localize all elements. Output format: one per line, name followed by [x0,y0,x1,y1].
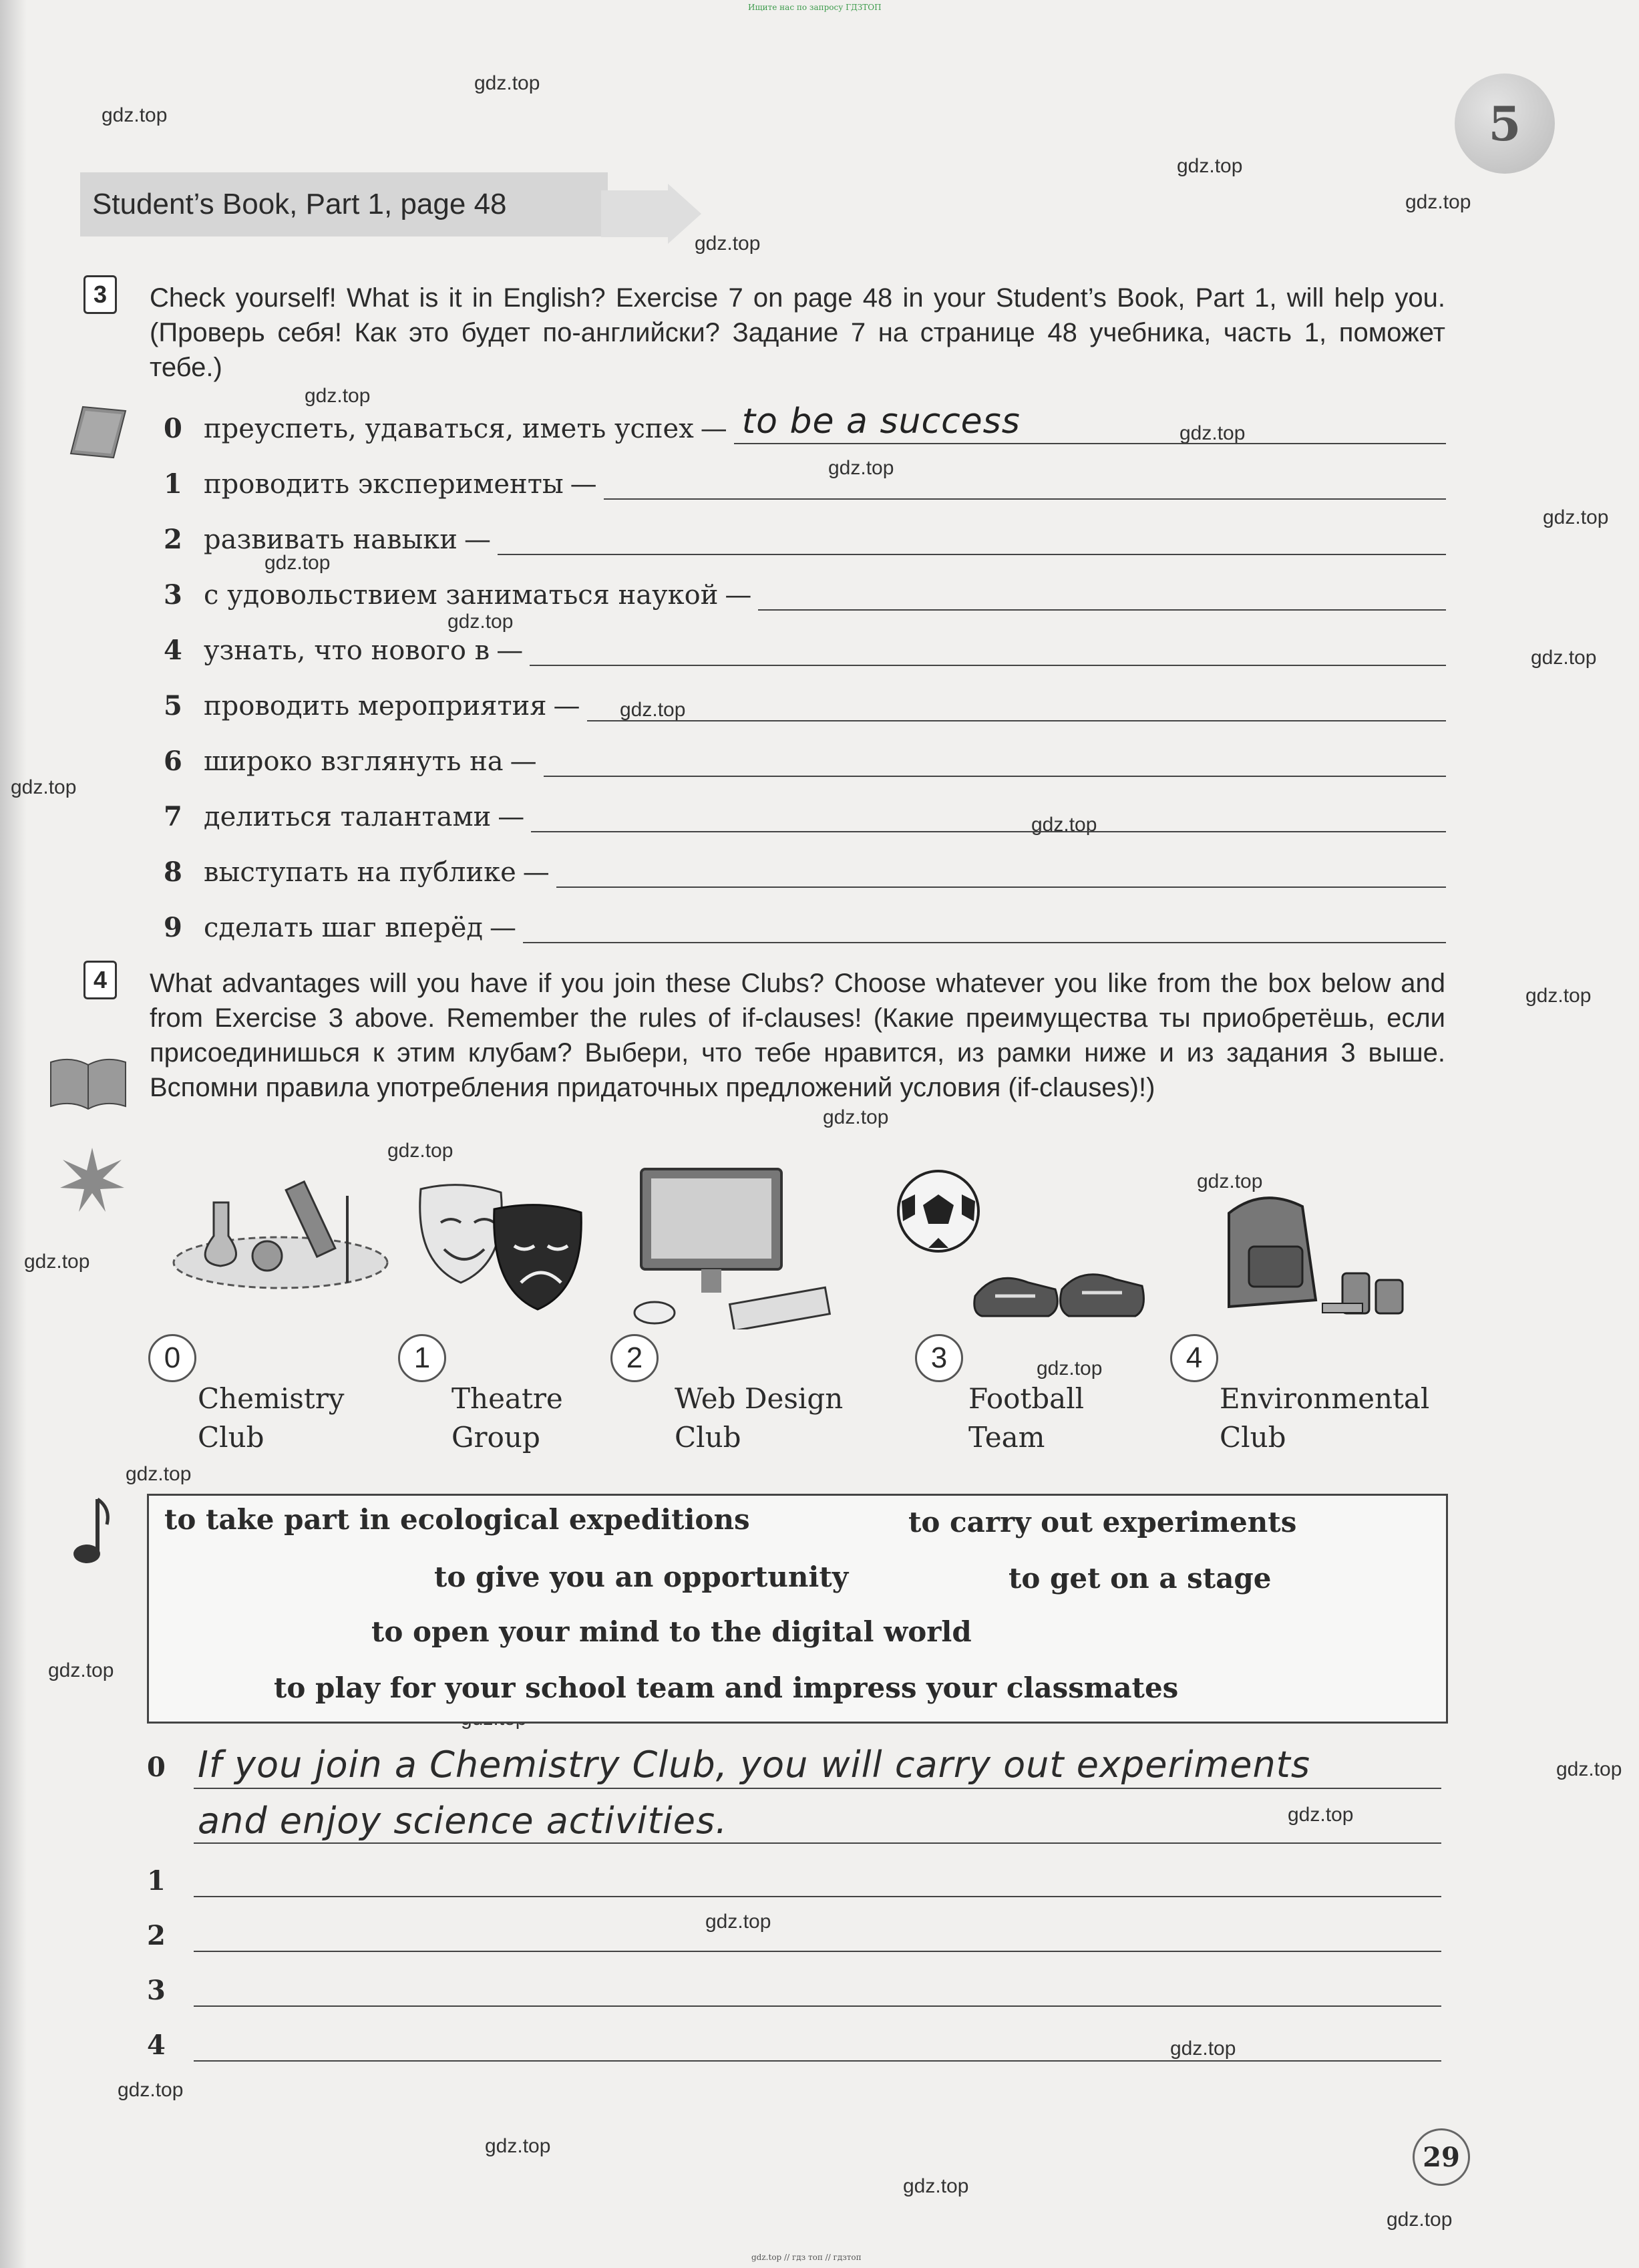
item-text: широко взглянуть на [204,746,504,777]
watermark: gdz.top [1531,647,1597,669]
watermark: gdz.top [828,457,894,479]
watermark: gdz.top [485,2135,551,2157]
chapter-badge: 5 [1455,73,1555,174]
watermark: gdz.top [126,1463,192,1485]
phrase: to play for your school team and impress your classmates [274,1671,1179,1704]
task-3-number: 3 [83,275,117,314]
item-number: 7 [164,801,182,832]
watermark: gdz.top [305,385,371,407]
club-number: 1 [398,1334,446,1382]
answer-number: 4 [147,2030,166,2061]
watermark: gdz.top [24,1251,90,1273]
phrase: to get on a stage [1009,1562,1272,1595]
watermark: gdz.top [264,552,331,574]
item-text: сделать шаг вперёд [204,913,484,943]
answer-line[interactable] [587,696,1446,721]
answer-line[interactable] [530,641,1446,666]
club-name: Football Team [968,1382,1085,1454]
phrase: to give you an opportunity [434,1561,849,1593]
answer-line[interactable] [194,2060,1441,2062]
task-3-item: 3 с удовольствием заниматься наукой — [164,571,1446,611]
club-number: 4 [1170,1334,1218,1382]
answer-line[interactable] [194,1788,1441,1789]
answer-line[interactable] [523,918,1446,943]
club-name: Web Design Club [675,1382,844,1454]
backpack-icon [1189,1186,1416,1327]
item-text: развивать навыки [204,524,458,555]
club-name: Theatre Group [451,1382,563,1454]
watermark: gdz.top [1543,506,1609,528]
watermark: gdz.top [1197,1170,1263,1192]
item-text: узнать, что нового в [204,635,490,666]
club-name: Environmental Club [1220,1382,1430,1454]
notebook-icon [69,404,127,460]
watermark: gdz.top [1387,2209,1453,2231]
watermark: gdz.top [474,72,540,94]
answer-line[interactable] [544,752,1446,777]
item-number: 6 [164,746,182,777]
book-reference-banner: Student’s Book, Part 1, page 48 [80,172,608,236]
club-name: Chemistry Club [198,1382,345,1454]
item-number: 2 [164,524,182,555]
item-text: с удовольствием заниматься наукой [204,580,719,611]
answer-line[interactable] [734,401,1446,444]
watermark: gdz.top [1177,155,1243,177]
answer-text: to be a success [741,401,1021,442]
watermark: gdz.top [1031,814,1097,836]
banner-arrow-icon [601,184,701,244]
theatre-masks-icon [414,1182,588,1316]
answer-number: 0 [147,1752,166,1783]
chemistry-icon [167,1156,394,1296]
page-edge-shadow [0,0,27,2268]
watermark: gdz.top [1170,2038,1236,2060]
task-3-instruction: Check yourself! What is it in English? Exercise 7 on page 48 in your Student’s Book, Part 1, will help you. (Проверь себя! Как это будет по-английски? Задание 7 на странице 48 учебника, часть 1, поможет тебе.) [150,283,1445,382]
answer-line[interactable] [194,1951,1441,1952]
watermark: gdz.top [620,699,686,721]
watermark: gdz.top [118,2079,184,2101]
watermark: gdz.top [11,776,77,798]
task-4-number: 4 [83,961,117,999]
task-3-item: 6 широко взглянуть на — [164,737,1446,777]
answer-line[interactable] [194,1896,1441,1897]
club-number: 3 [915,1334,963,1382]
item-text: делиться талантами [204,802,492,832]
club-number: 0 [148,1334,196,1382]
example-answer: If you join a Chemistry Club, you will carry out experiments [198,1744,1310,1786]
answer-line[interactable] [194,1842,1441,1844]
watermark: gdz.top [1405,191,1471,213]
item-number: 5 [164,690,182,721]
watermark: gdz.top [1556,1758,1622,1780]
watermark: gdz.top [705,1911,771,1933]
task-3-item: 8 выступать на публике — [164,848,1446,888]
item-number: 3 [164,579,182,611]
task-3-item: 1 проводить эксперименты — [164,460,1446,500]
music-note-icon [67,1494,114,1567]
item-number: 1 [164,468,182,500]
example-answer: and enjoy science activities. [198,1800,728,1842]
watermark: gdz.top [1288,1804,1354,1826]
task-4-instruction: What advantages will you have if you join these Clubs? Choose whatever you like from the box below and from Exercise 3 above. Remember the rules of if-clauses! (Какие преимущества ты приобретёшь, если присоединишься к этим клубам? Выбери, что тебе нравится, из рамки ниже и из задания 3 выше. Вспомни правила употребления придаточных предложений условия (if-clauses)!) [150,969,1445,1102]
item-number: 0 [164,413,182,444]
item-text: преуспеть, удаваться, иметь успех [204,414,694,444]
item-number: 4 [164,635,182,666]
answer-line[interactable] [758,585,1446,611]
football-icon [895,1168,982,1255]
football-boots-icon [968,1256,1149,1336]
task-3-item: 0 преуспеть, удаваться, иметь успех — to be a success [164,404,1446,444]
phrase: to carry out experiments [908,1506,1297,1538]
open-book-icon [48,1056,128,1112]
phrase: to open your mind to the digital world [371,1615,972,1648]
answer-line[interactable] [498,530,1446,555]
watermark: gdz.top [1525,985,1592,1007]
watermark: gdz.top [447,611,514,633]
answer-number: 2 [147,1920,166,1951]
task-3-item: 9 сделать шаг вперёд — [164,903,1446,943]
answer-line[interactable] [604,474,1446,500]
answer-line[interactable] [556,862,1446,888]
task-3-item: 7 делиться талантами — [164,792,1446,832]
phrase: to take part in ecological expeditions [164,1503,750,1536]
club-number: 2 [610,1334,659,1382]
item-text: проводить мероприятия [204,691,547,721]
watermark: gdz.top [387,1140,453,1162]
answer-line[interactable] [194,2005,1441,2007]
answer-line[interactable] [531,807,1446,832]
watermark: gdz.top [102,104,168,126]
watermark: gdz.top [823,1106,889,1128]
answer-number: 1 [147,1865,166,1897]
item-number: 8 [164,856,182,888]
watermark: gdz.top [1037,1357,1103,1380]
item-text: выступать на публике [204,857,516,888]
bottom-note: gdz.top // гдз топ // гдзтоп [751,2253,862,2262]
watermark: gdz.top [695,232,761,255]
item-number: 9 [164,912,182,943]
task-3-item: 2 развивать навыки — [164,515,1446,555]
top-note: Ищите нас по запросу ГДЗТОП [748,3,882,12]
item-text: проводить эксперименты [204,469,564,500]
task-3-item: 5 проводить мероприятия — [164,681,1446,721]
burst-star-icon [59,1146,126,1213]
answer-number: 3 [147,1975,166,2006]
computer-icon [614,1162,835,1329]
task-3-item: 4 узнать, что нового в — [164,626,1446,666]
watermark: gdz.top [903,2175,969,2197]
page-number: 29 [1413,2128,1470,2186]
watermark: gdz.top [48,1659,114,1681]
watermark: gdz.top [1179,422,1246,444]
